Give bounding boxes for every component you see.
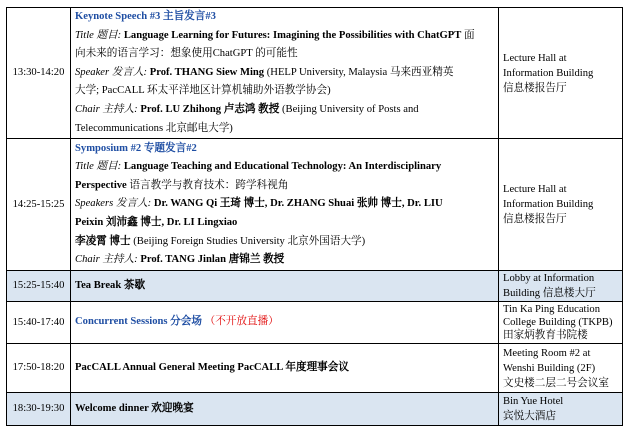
venue-line: Information Building bbox=[503, 67, 594, 79]
event-title: Concurrent Sessions 分会场 bbox=[75, 316, 202, 328]
schedule-row bbox=[7, 271, 623, 302]
title-label: Title 题目: bbox=[75, 161, 122, 173]
chair-name: Prof. TANG Jinlan 唐锦兰 教授 bbox=[140, 254, 285, 266]
speaker-name: Prof. THANG Siew Ming bbox=[149, 66, 265, 78]
venue-cell bbox=[499, 344, 623, 393]
speaker-label: Speaker 发言人: bbox=[75, 66, 148, 78]
chair-label: Chair 主持人: bbox=[75, 254, 138, 266]
venue-cell bbox=[499, 302, 623, 344]
venue-line: Meeting Room #2 at bbox=[503, 347, 591, 359]
speakers-names-cont: 李凌霄 博士 bbox=[75, 235, 131, 247]
speakers-names-cont: Peixin 刘沛鑫 博士, Dr. LI Lingxiao bbox=[75, 216, 238, 228]
venue-line: Building 信息楼大厅 bbox=[503, 288, 596, 300]
speakers-affiliation: (Beijing Foreign Studies University 北京外国语大学) bbox=[133, 235, 366, 247]
session-cell bbox=[71, 139, 499, 271]
schedule-row bbox=[7, 8, 623, 139]
schedule-row bbox=[7, 344, 623, 393]
time-cell: 13:30-14:20 bbox=[7, 8, 71, 139]
schedule-row bbox=[7, 393, 623, 426]
time-cell: 14:25-15:25 bbox=[7, 139, 71, 271]
event-cell: PacCALL Annual General Meeting PacCALL 年度理事会议 bbox=[71, 344, 499, 393]
session-cell bbox=[71, 8, 499, 139]
venue-cell bbox=[499, 139, 623, 271]
venue-line: Wenshi Building (2F) bbox=[503, 362, 596, 374]
chair-affiliation: (Beijing University of Posts and bbox=[282, 103, 419, 115]
session-title: Language Learning for Futures: Imagining the Possibilities with ChatGPT bbox=[123, 29, 462, 41]
venue-line: 文史楼二层二号会议室 bbox=[503, 377, 609, 389]
title-label: Title 题目: bbox=[75, 29, 122, 41]
venue-line: 信息楼报告厅 bbox=[503, 214, 567, 226]
venue-line: 宾悦大酒店 bbox=[503, 411, 556, 423]
time-cell: 17:50-18:20 bbox=[7, 344, 71, 393]
event-cell: Welcome dinner 欢迎晚宴 bbox=[71, 393, 499, 426]
chair-name: Prof. LU Zhihong 卢志鸿 教授 bbox=[140, 103, 280, 115]
chair-label: Chair 主持人: bbox=[75, 103, 138, 115]
time-cell: 18:30-19:30 bbox=[7, 393, 71, 426]
venue-line: Lobby at Information bbox=[503, 273, 595, 285]
venue-line: College Building (TKPB) bbox=[503, 317, 613, 329]
event-cell: Tea Break 茶歇 bbox=[71, 271, 499, 302]
schedule-row bbox=[7, 139, 623, 271]
session-title: Language Teaching and Educational Technology: An Interdisciplinary bbox=[123, 161, 442, 173]
session-heading: Keynote Speech #3 主旨发言#3 bbox=[75, 11, 216, 22]
event-note: （不开放直播） bbox=[204, 316, 279, 328]
venue-line: 信息楼报告厅 bbox=[503, 82, 567, 94]
schedule-table bbox=[6, 7, 623, 426]
time-cell: 15:25-15:40 bbox=[7, 271, 71, 302]
venue-line: 田家炳教育书院楼 bbox=[503, 330, 588, 342]
speakers-label: Speakers 发言人: bbox=[75, 198, 152, 210]
session-title-cont: Perspective bbox=[75, 179, 127, 191]
schedule-row bbox=[7, 302, 623, 344]
session-title-cn: 语言教学与教育技术：跨学科视角 bbox=[129, 179, 289, 191]
venue-cell bbox=[499, 8, 623, 139]
chair-affiliation-cont: Telecommunications 北京邮电大学) bbox=[75, 122, 233, 134]
speaker-affiliation: (HELP University, Malaysia 马来西亚精英 bbox=[266, 66, 454, 78]
event-cell bbox=[71, 302, 499, 344]
speakers-names: Dr. WANG Qi 王琦 博士, Dr. ZHANG Shuai 张帅 博士, Dr. LIU bbox=[153, 198, 443, 210]
speaker-affiliation-cont: 大学; PacCALL 环太平洋地区计算机辅助外语教学协会) bbox=[75, 85, 331, 97]
session-title-cn-cont: 向未来的语言学习：想象使用ChatGPT 的可能性 bbox=[75, 48, 298, 60]
venue-cell bbox=[499, 393, 623, 426]
venue-cell bbox=[499, 271, 623, 302]
time-cell: 15:40-17:40 bbox=[7, 302, 71, 344]
session-heading: Symposium #2 专题发言#2 bbox=[75, 142, 197, 154]
venue-line: Bin Yue Hotel bbox=[503, 396, 564, 408]
venue-line: Tin Ka Ping Education bbox=[503, 304, 601, 316]
venue-line: Lecture Hall at bbox=[503, 52, 567, 64]
session-title-cn: 面 bbox=[463, 29, 475, 41]
venue-line: Information Building bbox=[503, 199, 594, 211]
venue-line: Lecture Hall at bbox=[503, 184, 567, 196]
